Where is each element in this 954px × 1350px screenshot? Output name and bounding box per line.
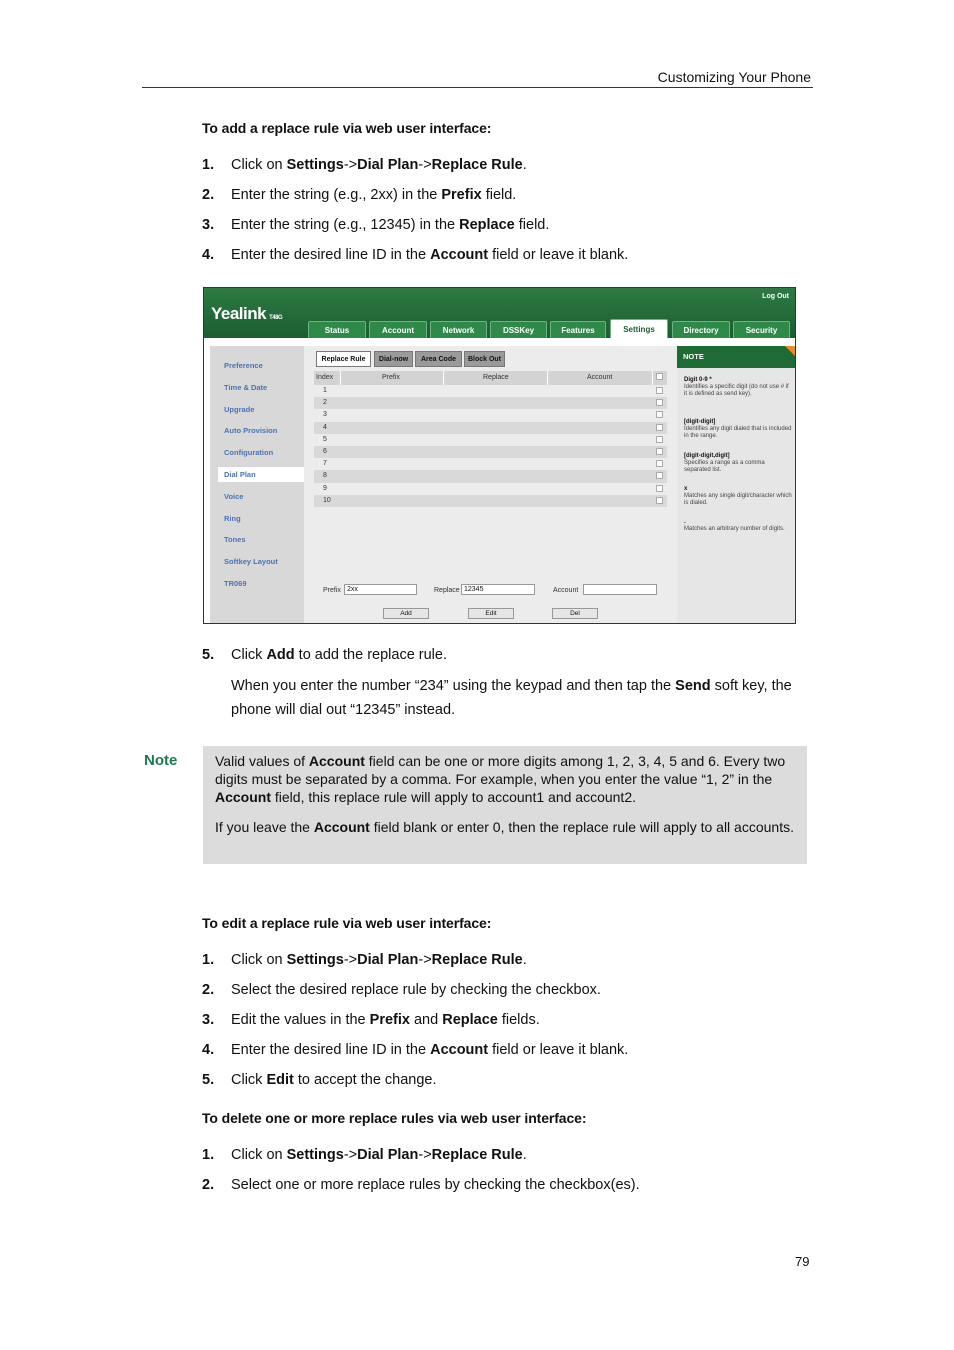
prefix-label: Prefix — [323, 587, 341, 594]
tab-features[interactable]: Features — [550, 321, 606, 338]
col-account: Account — [587, 374, 613, 381]
row-checkbox[interactable] — [656, 460, 663, 467]
sidebar-item-upgrade[interactable]: Upgrade — [224, 405, 255, 414]
sidebar-item-auto-provision[interactable]: Auto Provision — [224, 426, 278, 435]
heading-add: To add a replace rule via web user interface: — [202, 120, 492, 136]
table-row: 9 — [314, 483, 667, 495]
sidebar-item-configuration[interactable]: Configuration — [224, 448, 274, 457]
tab-account[interactable]: Account — [369, 321, 427, 338]
row-checkbox[interactable] — [656, 485, 663, 492]
table-row: 4 — [314, 422, 667, 434]
edit-step-2: 2. Select the desired replace rule by checking the checkbox. — [202, 982, 601, 998]
table-row: 2 — [314, 397, 667, 409]
note-item: Digit 0-9 * Identifies a specific digit (do not use # if it is defined as send key). — [684, 377, 789, 397]
tab-status[interactable]: Status — [308, 321, 366, 338]
header-title: Customizing Your Phone — [657, 69, 811, 85]
edit-step-3: 3. Edit the values in the Prefix and Replace fields. — [202, 1012, 540, 1028]
sidebar-item-dial-plan[interactable]: Dial Plan — [218, 467, 304, 482]
running-header — [142, 68, 813, 88]
row-checkbox[interactable] — [656, 472, 663, 479]
subtab-replace-rule[interactable]: Replace Rule — [316, 351, 371, 367]
page-number: 79 — [795, 1254, 810, 1269]
row-checkbox[interactable] — [656, 424, 663, 431]
sidebar-item-time-date[interactable]: Time & Date — [224, 383, 268, 392]
add-step-5: 5. Click Add to add the replace rule. — [202, 647, 447, 663]
sidebar-item-tones[interactable]: Tones — [224, 535, 246, 544]
prefix-input[interactable]: 2xx — [344, 584, 417, 595]
del-button[interactable]: Del — [552, 608, 598, 619]
row-checkbox[interactable] — [656, 387, 663, 394]
table-row: 3 — [314, 409, 667, 421]
tab-network[interactable]: Network — [430, 321, 487, 338]
table-row: 1 — [314, 385, 667, 397]
subtab-dial-now[interactable]: Dial-now — [374, 351, 413, 367]
table-row: 10 — [314, 495, 667, 507]
send-explanation: When you enter the number “234” using the keypad and then tap the Send soft key, the phone will dial out “12345” instead. — [231, 678, 792, 718]
subtab-area-code[interactable]: Area Code — [415, 351, 462, 367]
select-all-checkbox[interactable] — [656, 373, 663, 380]
note-box — [203, 746, 807, 864]
note-panel — [677, 346, 795, 624]
add-step-1: 1. Click on Settings->Dial Plan->Replace Rule. — [202, 157, 527, 173]
top-banner — [204, 288, 795, 338]
heading-delete: To delete one or more replace rules via web user interface: — [202, 1110, 587, 1126]
col-prefix: Prefix — [382, 374, 400, 381]
web-ui-screenshot — [203, 287, 796, 624]
replace-label: Replace — [434, 587, 460, 594]
note-title: NOTE — [677, 346, 795, 368]
table-row: 7 — [314, 458, 667, 470]
note-paragraph-2: If you leave the Account field blank or enter 0, then the replace rule will apply to all accounts. — [215, 819, 794, 835]
add-button[interactable]: Add — [383, 608, 429, 619]
tab-security[interactable]: Security — [733, 321, 790, 338]
dial-plan-panel — [304, 346, 677, 624]
sidebar-item-tr069[interactable]: TR069 — [224, 579, 247, 588]
add-step-4: 4. Enter the desired line ID in the Account field or leave it blank. — [202, 247, 629, 263]
account-label: Account — [553, 587, 579, 594]
row-checkbox[interactable] — [656, 399, 663, 406]
row-checkbox[interactable] — [656, 436, 663, 443]
edit-step-5: 5. Click Edit to accept the change. — [202, 1072, 437, 1088]
edit-step-1: 1. Click on Settings->Dial Plan->Replace Rule. — [202, 952, 527, 968]
replace-input[interactable]: 12345 — [461, 584, 535, 595]
sidebar-item-ring[interactable]: Ring — [224, 514, 241, 523]
row-checkbox[interactable] — [656, 497, 663, 504]
subtab-block-out[interactable]: Block Out — [464, 351, 505, 367]
row-checkbox[interactable] — [656, 411, 663, 418]
note-item: [digit-digit,digit] Specifies a range as a comma separated list. — [684, 453, 765, 473]
add-step-3: 3. Enter the string (e.g., 12345) in the Replace field. — [202, 217, 550, 233]
note-item: . Matches an arbitrary number of digits. — [684, 519, 785, 532]
table-row: 6 — [314, 446, 667, 458]
yealink-logo: Yealink T48G — [211, 304, 283, 323]
replace-rule-table — [314, 371, 667, 507]
delete-step-1: 1. Click on Settings->Dial Plan->Replace Rule. — [202, 1147, 527, 1163]
main-tabs — [308, 319, 796, 338]
tab-dsskey[interactable]: DSSKey — [490, 321, 547, 338]
note-item: x Matches any single digit/character which is dialed. — [684, 486, 792, 506]
table-row: 8 — [314, 470, 667, 482]
sidebar-item-softkey-layout[interactable]: Softkey Layout — [224, 557, 278, 566]
edit-button[interactable]: Edit — [468, 608, 514, 619]
tab-settings[interactable]: Settings — [610, 319, 668, 338]
tab-directory[interactable]: Directory — [672, 321, 730, 338]
account-input[interactable] — [583, 584, 657, 595]
note-paragraph-1: Valid values of Account field can be one or more digits among 1, 2, 3, 4, 5 and 6. Every two digits must be separated by a comma. For example, when you enter the value “1, 2” in the Account field, this replace rule will apply to account1 and account2. — [215, 753, 786, 805]
edit-step-4: 4. Enter the desired line ID in the Account field or leave it blank. — [202, 1042, 629, 1058]
table-row: 5 — [314, 434, 667, 446]
delete-step-2: 2. Select one or more replace rules by checking the checkbox(es). — [202, 1177, 640, 1193]
settings-sidebar — [210, 346, 304, 624]
col-replace: Replace — [483, 374, 509, 381]
sidebar-item-preference[interactable]: Preference — [224, 361, 263, 370]
note-label: Note — [144, 752, 178, 769]
table-header — [314, 371, 667, 385]
heading-edit: To edit a replace rule via web user interface: — [202, 915, 492, 931]
row-checkbox[interactable] — [656, 448, 663, 455]
col-index: Index — [316, 374, 334, 381]
add-step-2: 2. Enter the string (e.g., 2xx) in the Prefix field. — [202, 187, 517, 203]
sidebar-item-voice[interactable]: Voice — [224, 492, 244, 501]
logout-link[interactable]: Log Out — [762, 293, 789, 300]
note-item: [digit-digit] Identifies any digit dialed that is included in the range. — [684, 419, 792, 439]
